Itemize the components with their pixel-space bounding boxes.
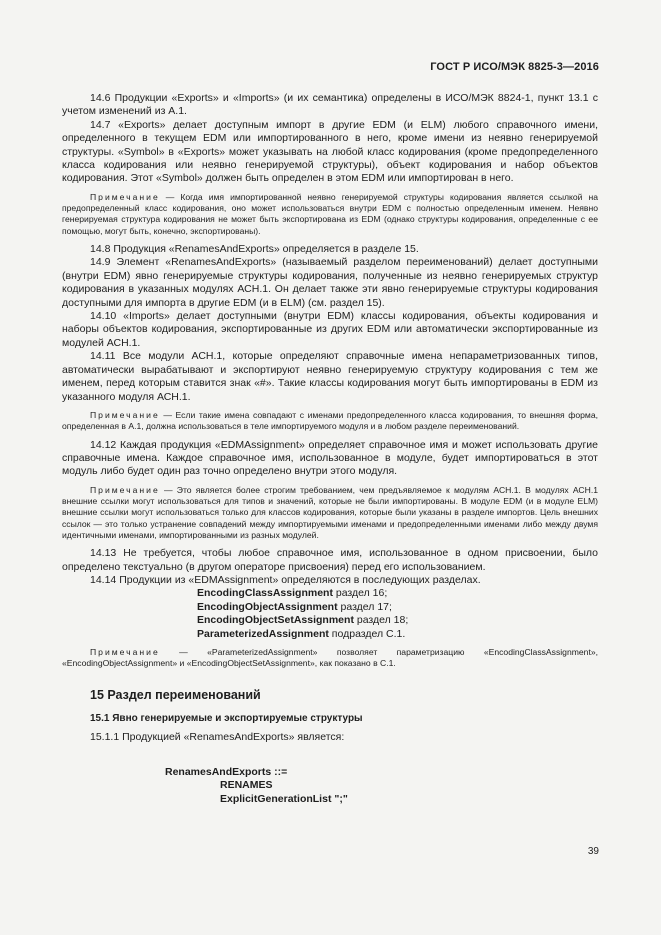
note-text: — Это является более строгим требованием, чем предъявляемое к модулям АСН.1. В модулях АСН.1 внешние ссылки могут использоваться для типов и значений, которые не были импортированы. В модуле EDM (и в модуле ELM) внешние ссылки могут использоваться только для классов кодирования, которые были указаны в разделе импортов. Цель внешних ссылок — это только устранение совпадений между импортируемыми именами и предопределенными именами либо между двумя идентичными именами, импортированными из разных модулей. [62, 484, 598, 540]
list-item-name: EncodingClassAssignment [197, 587, 333, 600]
paragraph-14-11: 14.11 Все модули АСН.1, которые определяют справочные имена непараметризованных типов, автоматически вырабатывают и экспортируют неявно генерируемую структуру кодирования с тем же именем, перед которым ставится знак «#». Такие классы кодирования могут быть импортированы в EDM из указанного модуля АСН.1. [62, 350, 598, 403]
list-item-name: EncodingObjectSetAssignment [197, 614, 354, 627]
paragraph-14-12: 14.12 Каждая продукция «EDMAssignment» определяет справочное имя и может использовать другие справочные имена. Каждое справочное имя, использованное в модуле, будет импортироваться в этот модуль либо будет один раз точно определено внутри этого модуля. [62, 438, 598, 478]
section-15-title: 15 Раздел переименований [90, 687, 261, 702]
paragraph-14-13: 14.13 Не требуется, чтобы любое справочное имя, использованное в одном присвоении, было определено текстуально (в другом операторе присвоения) перед его использованием. [62, 547, 598, 573]
note-text: — Когда имя импортированной неявно генерируемой структуры кодирования является ссылкой на предопределенный класс кодирования, оно может использоваться внутри EDM с полностью определенным именем. Неявно генерируемая структура кодирования не может быть экспортирована из EDM (однако структуры кодирования, определенные с ее помощью, могут быть, конечно, экспортированы). [62, 191, 598, 236]
list-item [197, 614, 598, 627]
page-content [62, 92, 598, 806]
assignment-list [197, 587, 598, 641]
note-label: Примечание [90, 191, 160, 202]
note-label: Примечание [90, 647, 160, 658]
list-item-ref: раздел 18; [353, 614, 409, 627]
note-text: — Если такие имена совпадают с именами предопределенного класса кодирования, то внешняя форма, определенная в А.1, должна использоваться в теле импортируемого модуля и в любом разделе переименований. [62, 409, 598, 432]
grammar-renames-keyword: RENAMES [220, 779, 273, 792]
note-label: Примечание [90, 409, 160, 420]
standard-header: ГОСТ Р ИСО/МЭК 8825-3—2016 [430, 61, 599, 73]
paragraph-14-7: 14.7 «Exports» делает доступным импорт в другие EDM (и ELM) любого справочного имени, определенного в текущем EDM или импортированного в него, кроме имени из неявно генерируемой структуры. «Symbol» в «Exports» может указывать на любой класс кодирования (кроме предопределенного класса кодирования или неявно генерируемой структуры), объект кодирования и набор объектов кодирования. Этот «Symbol» должен быть определен в этом EDM или импортирован в него. [62, 118, 598, 185]
list-item [197, 628, 598, 641]
note-text: — «ParameterizedAssignment» позволяет параметризацию «EncodingClassAssignment», «EncodingObjectAssignment» и «EncodingObjectSetAssignment», как показано в С.1. [62, 647, 598, 669]
section-15-1-title: 15.1 Явно генерируемые и экспортируемые структуры [90, 712, 363, 724]
list-item-name: ParameterizedAssignment [197, 627, 329, 640]
paragraph-14-14: 14.14 Продукции из «EDMAssignment» определяются в последующих разделах. [90, 574, 481, 587]
note-4 [62, 647, 598, 670]
list-item-name: EncodingObjectAssignment [197, 600, 338, 613]
list-item-ref: раздел 16; [332, 587, 388, 600]
paragraph-14-6: 14.6 Продукции «Exports» и «Imports» (и их семантика) определены в ИСО/МЭК 8824-1, пункт 13.1 с учетом изменений из А.1. [62, 92, 598, 118]
paragraph-14-10: 14.10 «Imports» делает доступными (внутри EDM) классы кодирования, объекты кодирования и наборы объектов кодирования, экспортированные из других EDM или автоматически экспортированные из модулей АСН.1. [62, 310, 598, 349]
note-1 [62, 192, 598, 237]
list-item [197, 601, 598, 614]
paragraph-14-8: 14.8 Продукция «RenamesAndExports» определяется в разделе 15. [90, 243, 419, 256]
grammar-generation-list: ExplicitGenerationList ";" [220, 792, 348, 805]
list-item-ref: подраздел С.1. [328, 627, 406, 640]
list-item [197, 587, 598, 600]
paragraph-15-1-1: 15.1.1 Продукцией «RenamesAndExports» является: [90, 730, 345, 743]
note-2 [62, 410, 598, 433]
page-number: 39 [587, 846, 599, 857]
note-label: Примечание [90, 484, 160, 495]
note-3 [62, 485, 598, 541]
paragraph-14-9: 14.9 Элемент «RenamesAndExports» (называемый разделом переименований) делает доступными (внутри EDM) явно генерируемые структуры кодирования, полученные из неявно генерируемых структур кодирования в указанных модулях АСН.1. Он делает также эти явно генерируемые структуры кодирования доступными для импорта в другие EDM (и в ELM) (см. раздел 15). [62, 256, 598, 309]
grammar-production-head: RenamesAndExports ::= [165, 766, 288, 779]
list-item-ref: раздел 17; [337, 600, 392, 613]
